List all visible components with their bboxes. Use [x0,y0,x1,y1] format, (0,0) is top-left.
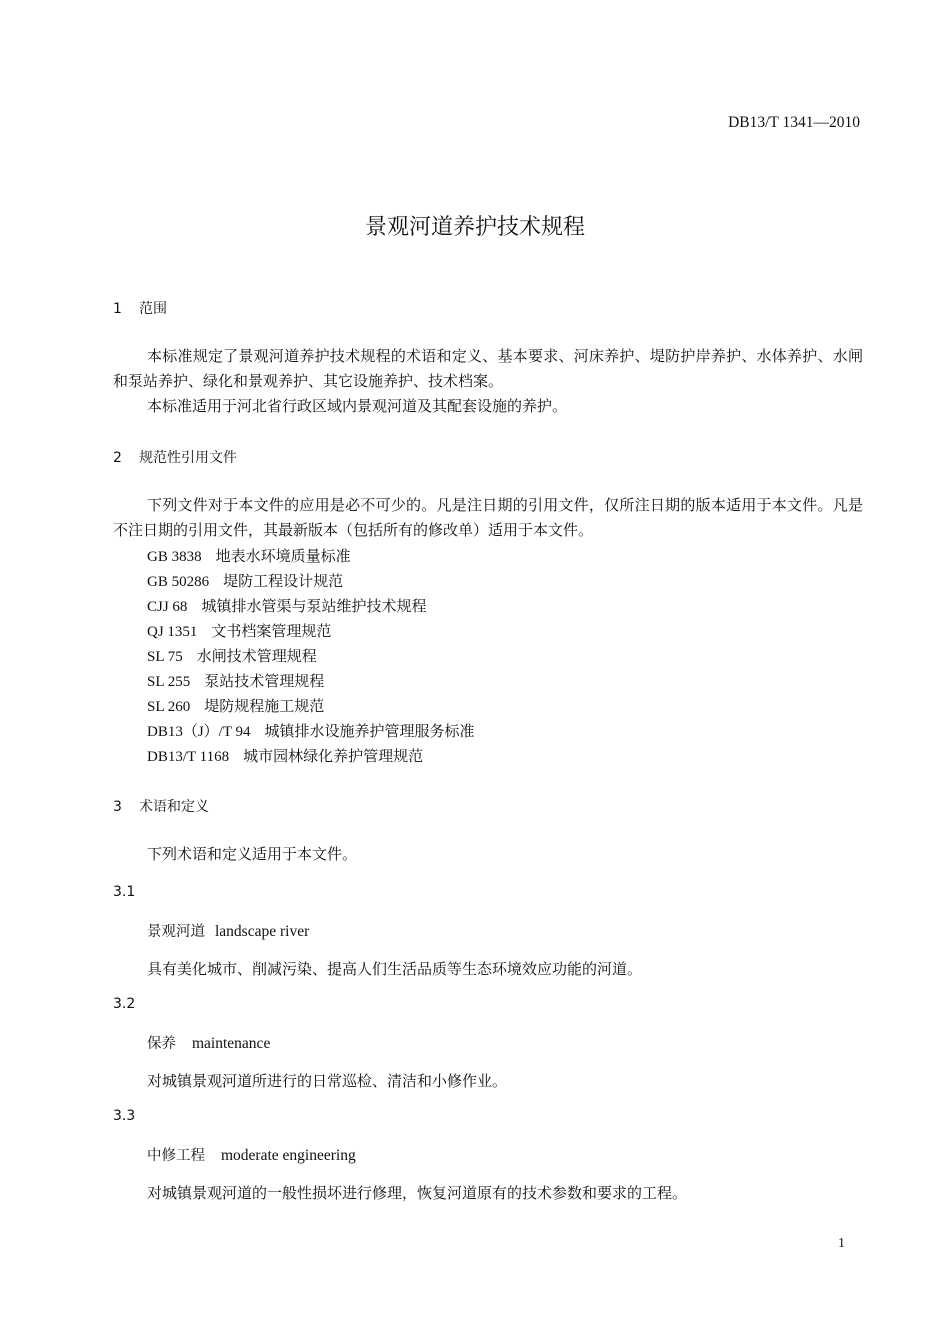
term-english: landscape river [215,923,310,940]
reference-item [147,545,351,566]
reference-name: 堤防工程设计规范 [223,574,344,590]
standard-code: DB13/T 1341—2010 [728,114,860,131]
reference-item [147,695,324,716]
section-title: 规范性引用文件 [139,450,237,466]
reference-name: 城市园林绿化养护管理规范 [243,749,424,765]
reference-code: SL 260 [147,699,191,715]
reference-item [147,595,426,616]
term-number: 3.2 [113,996,136,1012]
paragraph-scope: 本标准规定了景观河道养护技术规程的术语和定义、基本要求、河床养护、堤防护岸养护、水体养护、水闸和泵站养护、绿化和景观养护、其它设施养护、技术档案。 [113,349,863,390]
section-number: 2 [113,450,122,466]
paragraph-normative-refs: 下列文件对于本文件的应用是必不可少的。凡是注日期的引用文件，仅所注日期的版本适用于本文件。凡是不注日期的引用文件，其最新版本（包括所有的修改单）适用于本文件。 [113,498,863,539]
term-chinese: 保养 [147,1036,176,1052]
reference-item [147,670,324,691]
paragraph-terms-intro: 下列术语和定义适用于本文件。 [147,847,358,863]
section-number: 1 [113,301,122,317]
page-number: 1 [838,1236,845,1251]
reference-name: 文书档案管理规范 [211,624,332,640]
term-chinese: 中修工程 [147,1148,205,1164]
term-definition: 对城镇景观河道所进行的日常巡检、清洁和小修作业。 [147,1074,508,1090]
reference-name: 水闸技术管理规程 [196,649,317,665]
reference-name: 堤防规程施工规范 [204,699,325,715]
reference-item [147,570,343,591]
section-title: 术语和定义 [139,799,209,815]
reference-name: 城镇排水设施养护管理服务标准 [264,724,475,740]
paragraph-scope-applicability: 本标准适用于河北省行政区域内景观河道及其配套设施的养护。 [147,399,568,415]
reference-code: GB 3838 [147,549,202,565]
reference-code: SL 75 [147,649,183,665]
term-definition: 具有美化城市、削减污染、提高人们生活品质等生态环境效应功能的河道。 [147,962,643,978]
section-title: 范围 [139,301,167,317]
term-number: 3.1 [113,884,136,900]
term-chinese: 景观河道 [147,924,205,940]
section-heading-3 [113,796,209,816]
document-title: 景观河道养护技术规程 [364,215,585,240]
reference-name: 地表水环境质量标准 [215,549,351,565]
section-heading-1 [113,298,167,318]
reference-item [147,645,317,666]
term-english: maintenance [192,1035,271,1052]
term-definition: 对城镇景观河道的一般性损坏进行修理，恢复河道原有的技术参数和要求的工程。 [147,1186,688,1202]
reference-code: DB13（J）/T 94 [147,724,251,740]
reference-code: CJJ 68 [147,599,188,615]
term-entry [147,1144,356,1165]
term-number: 3.3 [113,1108,136,1124]
term-entry [147,920,309,941]
reference-item [147,620,331,641]
reference-code: DB13/T 1168 [147,749,230,765]
reference-item [147,720,475,741]
section-number: 3 [113,799,122,815]
section-heading-2 [113,447,237,467]
reference-name: 泵站技术管理规程 [204,674,325,690]
term-entry [147,1032,270,1053]
reference-item [147,745,423,766]
reference-code: QJ 1351 [147,624,198,640]
reference-code: GB 50286 [147,574,210,590]
term-english: moderate engineering [221,1147,356,1164]
reference-code: SL 255 [147,674,191,690]
reference-name: 城镇排水管渠与泵站维护技术规程 [201,599,427,615]
